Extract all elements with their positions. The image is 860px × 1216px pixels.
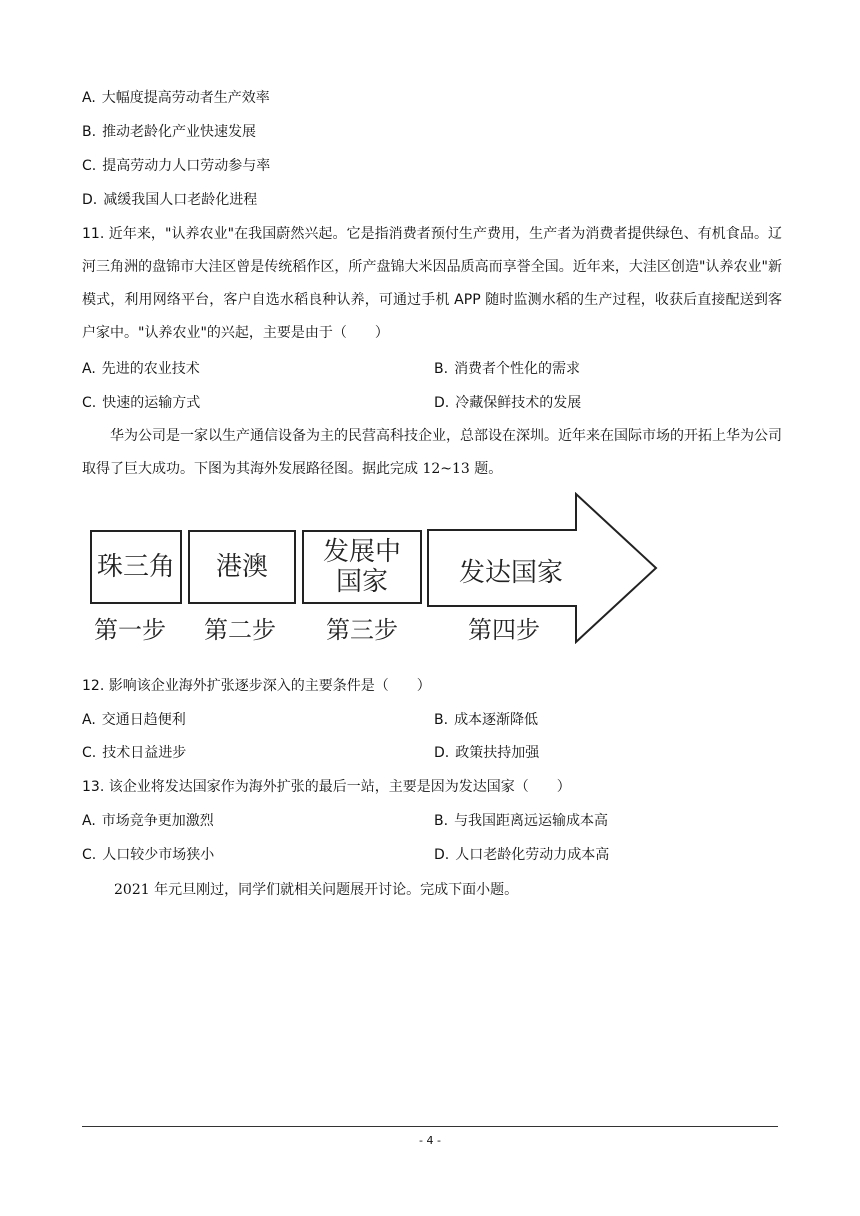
option-text: 政策扶持加强 — [455, 745, 540, 761]
q13-option-a — [82, 811, 214, 831]
step4-label: 发达国家 — [458, 558, 563, 588]
option-text: 冷藏保鲜技术的发展 — [455, 395, 582, 411]
option-letter: A. — [82, 90, 96, 106]
option-text: 技术日益进步 — [102, 745, 187, 761]
option-text: 提高劳动力人口劳动参与率 — [102, 158, 271, 174]
step2-label: 第二步 — [204, 616, 276, 644]
option-letter: B. — [434, 361, 449, 377]
q10-option-d — [82, 190, 257, 210]
step4-step-label: 第四步 — [468, 616, 540, 644]
option-text: 人口较少市场狭小 — [102, 847, 215, 863]
q11-stem: 11. 近年来，"认养农业"在我国蔚然兴起。它是指消费者预付生产费用，生产者为消费者提供绿色、有机食品。辽河三角洲的盘锦市大洼区曾是传统稻作区，所产盘锦大米因品质高而享誉全国。近年来，大洼区创造"认养农业"新模式，利用网络平台，客户自选水稻良种认养，可通过手机 APP 随时监测水稻的生产过程，收获后直接配送到客户家中。"认养农业"的兴起，主要是由于（ ） — [82, 226, 782, 341]
step3-box — [302, 530, 422, 604]
footer-divider — [82, 1126, 778, 1127]
option-text: 减缓我国人口老龄化进程 — [103, 192, 258, 208]
page-number: - 4 - — [419, 1134, 441, 1147]
step3-line2: 国家 — [335, 567, 388, 597]
q13-option-d — [434, 845, 609, 865]
option-letter: C. — [82, 158, 97, 174]
option-letter: C. — [82, 745, 97, 761]
q10-option-b — [82, 122, 256, 142]
option-letter: D. — [434, 847, 450, 863]
q12-option-b — [434, 710, 538, 730]
q13-option-c — [82, 845, 214, 865]
q12-option-d — [434, 743, 539, 763]
option-text: 与我国距离远运输成本高 — [454, 813, 609, 829]
q13-stem: 13. 该企业将发达国家作为海外扩张的最后一站，主要是因为发达国家（ ） — [82, 779, 571, 795]
option-text: 市场竞争更加激烈 — [101, 813, 214, 829]
option-text: 先进的农业技术 — [101, 361, 200, 377]
option-letter: D. — [434, 745, 450, 761]
option-letter: B. — [434, 712, 449, 728]
option-text: 快速的运输方式 — [102, 395, 201, 411]
option-text: 大幅度提高劳动者生产效率 — [101, 90, 270, 106]
option-letter: D. — [82, 192, 98, 208]
option-text: 交通日趋便利 — [101, 712, 186, 728]
intro-2021: 2021 年元旦刚过，同学们就相关问题展开讨论。完成下面小题。 — [114, 882, 519, 898]
q11-option-a — [82, 359, 200, 379]
q11-option-d — [434, 393, 581, 413]
option-letter: C. — [82, 847, 97, 863]
step1-box: 珠三角 — [90, 530, 182, 604]
q12-option-a — [82, 710, 186, 730]
huawei-expansion-diagram — [84, 492, 664, 652]
step3-line1: 发展中 — [322, 537, 401, 567]
option-text: 消费者个性化的需求 — [454, 361, 581, 377]
q12-stem: 12. 影响该企业海外扩张逐步深入的主要条件是（ ） — [82, 678, 431, 694]
option-letter: A. — [82, 361, 96, 377]
q11-option-b — [434, 359, 580, 379]
q10-option-a — [82, 88, 270, 108]
option-text: 人口老龄化劳动力成本高 — [455, 847, 610, 863]
q10-option-c — [82, 156, 270, 176]
step2-box: 港澳 — [188, 530, 296, 604]
q12-option-c — [82, 743, 186, 763]
q11-option-c — [82, 393, 200, 413]
option-letter: C. — [82, 395, 97, 411]
option-letter: A. — [82, 813, 96, 829]
step3-label: 第三步 — [326, 616, 398, 644]
option-letter: A. — [82, 712, 96, 728]
option-letter: D. — [434, 395, 450, 411]
huawei-intro: 华为公司是一家以生产通信设备为主的民营高科技企业，总部设在深圳。近年来在国际市场的开拓上华为公司取得了巨大成功。下图为其海外发展路径图。据此完成 12~13 题。 — [82, 428, 782, 477]
option-text: 推动老龄化产业快速发展 — [102, 124, 257, 140]
q13-option-b — [434, 811, 608, 831]
option-letter: B. — [434, 813, 449, 829]
option-text: 成本逐渐降低 — [454, 712, 539, 728]
step1-label: 第一步 — [94, 616, 166, 644]
option-letter: B. — [82, 124, 97, 140]
